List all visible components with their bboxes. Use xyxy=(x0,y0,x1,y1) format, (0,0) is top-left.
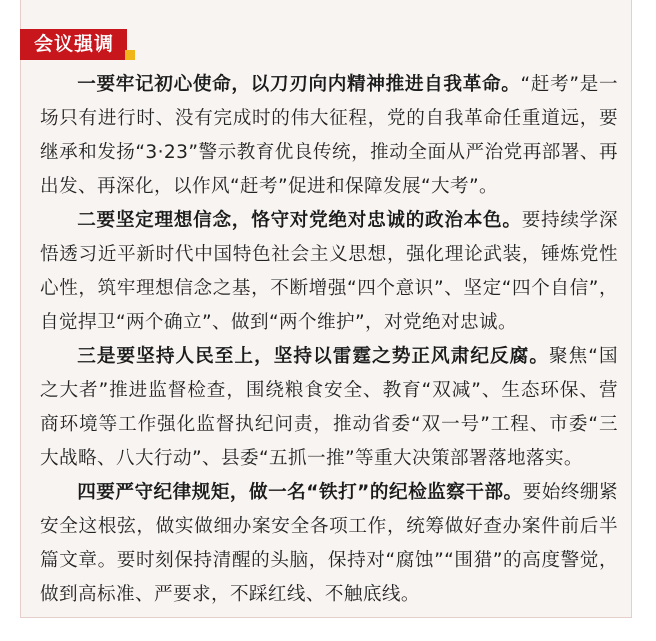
paragraph-2-body: 要持续学深悟透习近平新时代中国特色社会主义思想，强化理论武装，锤炼党性心性，筑牢理想信念之基，不断增强“四个意识”、坚定“四个自信”，自觉捍卫“两个确立”、做到“两个维护”，对党绝对忠诚。 xyxy=(40,210,618,333)
paragraph-3-body: 聚焦“国之大者”推进监督检查，围绕粮食安全、教育“双减”、生态环保、营商环境等工作强化监督执纪问责，推动省委“双一号”工程、市委“三大战略、八大行动”、县委“五抓一推”等重大决策部署落地落实。 xyxy=(40,346,618,469)
accent-square-icon xyxy=(125,50,135,60)
section-title: 会议强调 xyxy=(20,29,127,60)
paragraph-1-body: “赶考”是一场只有进行时、没有完成时的伟大征程，党的自我革命任重道远，要继承和发扬“3·23”警示教育优良传统，推动全面从严治党再部署、再出发、再深化，以作风“赶考”促进和保障发展“大考”。 xyxy=(40,74,618,197)
section-header xyxy=(20,29,127,60)
paragraph-3 xyxy=(40,340,618,476)
paragraph-4-body: 要始终绷紧安全这根弦，做实做细办案安全各项工作，统筹做好查办案件前后半篇文章。要时刻保持清醒的头脑，保持对“腐蚀”“围猎”的高度警觉，做到高标准、严要求，不踩红线、不触底线。 xyxy=(40,482,618,605)
paragraph-1-lead: 一要牢记初心使命，以刀刃向内精神推进自我革命。 xyxy=(77,74,521,95)
paragraph-2-lead: 二要坚定理想信念，恪守对党绝对忠诚的政治本色。 xyxy=(77,210,522,231)
paragraph-3-lead: 三是要坚持人民至上，坚持以雷霆之势正风肃纪反腐。 xyxy=(77,346,549,367)
paragraph-1 xyxy=(40,68,618,204)
paragraph-2 xyxy=(40,204,618,340)
article-body xyxy=(40,68,618,612)
paragraph-4-lead: 四要严守纪律规矩，做一名“铁打”的纪检监察干部。 xyxy=(77,482,523,503)
paragraph-4 xyxy=(40,476,618,612)
